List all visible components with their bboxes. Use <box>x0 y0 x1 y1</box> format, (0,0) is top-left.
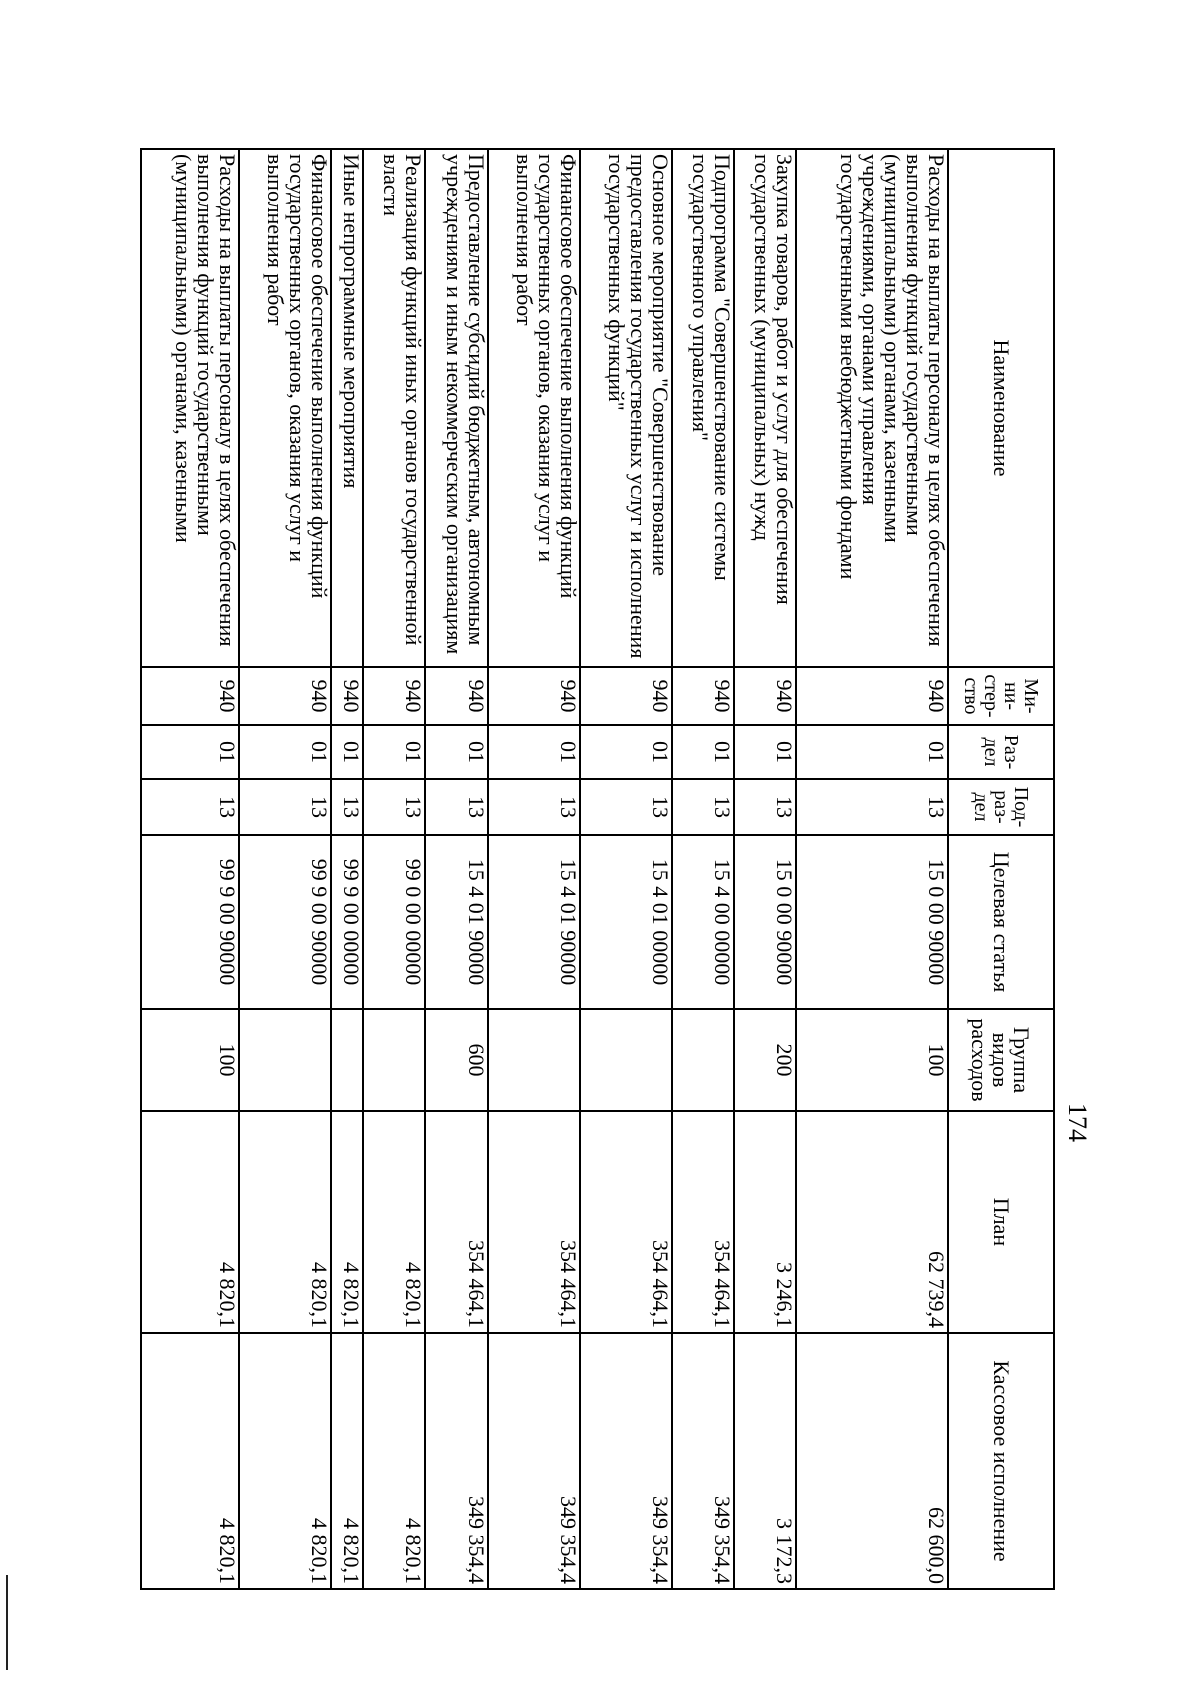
row-group <box>239 1009 331 1111</box>
row-name: Финансовое обеспечение выполнения функций государственных органов, оказания услуг и выполнения работ <box>488 149 580 667</box>
table-row <box>239 149 331 1589</box>
row-ministry: 940 <box>425 667 487 725</box>
header-group: Группа видов расходов <box>948 1009 1054 1111</box>
row-cash: 4 820,1 <box>141 1333 239 1589</box>
row-target: 15 4 01 90000 <box>425 835 487 1009</box>
row-target: 15 0 00 90000 <box>796 835 948 1009</box>
row-subsection: 13 <box>239 779 331 835</box>
header-ministry: Ми-ни-стер-ство <box>948 667 1054 725</box>
row-subsection: 13 <box>672 779 734 835</box>
row-name: Расходы на выплаты персоналу в целях обеспечения выполнения функций государственными (муниципальными) органами, казенными <box>141 149 239 667</box>
table-header-row <box>948 149 1054 1589</box>
row-subsection: 13 <box>734 779 796 835</box>
row-name: Иные непрограммные мероприятия <box>331 149 363 667</box>
table-row <box>796 149 948 1589</box>
row-cash: 349 354,4 <box>425 1333 487 1589</box>
row-section: 01 <box>672 725 734 779</box>
row-section: 01 <box>239 725 331 779</box>
row-ministry: 940 <box>796 667 948 725</box>
row-target: 99 9 00 90000 <box>239 835 331 1009</box>
row-target: 15 4 00 00000 <box>672 835 734 1009</box>
row-cash: 62 600,0 <box>796 1333 948 1589</box>
row-plan: 354 464,1 <box>425 1111 487 1333</box>
row-section: 01 <box>331 725 363 779</box>
row-name: Подпрограмма "Совершенствование системы государственного управления" <box>672 149 734 667</box>
row-group: 600 <box>425 1009 487 1111</box>
row-target: 99 0 00 00000 <box>363 835 425 1009</box>
row-name: Расходы на выплаты персоналу в целях обеспечения выполнения функций государственными (муниципальными) органами, казенными учреждениями, органами управления государственными внебюджетными фондами <box>796 149 948 667</box>
row-name: Предоставление субсидий бюджетным, автономным учреждениям и иным некоммерческим организациям <box>425 149 487 667</box>
row-section: 01 <box>734 725 796 779</box>
row-target: 99 9 00 90000 <box>141 835 239 1009</box>
row-plan: 4 820,1 <box>363 1111 425 1333</box>
row-section: 01 <box>141 725 239 779</box>
table-row <box>141 149 239 1589</box>
header-target: Целевая статья <box>948 835 1054 1009</box>
table-row <box>363 149 425 1589</box>
row-group: 100 <box>796 1009 948 1111</box>
row-target: 15 0 00 90000 <box>734 835 796 1009</box>
row-cash: 4 820,1 <box>239 1333 331 1589</box>
table-row <box>580 149 672 1589</box>
row-subsection: 13 <box>331 779 363 835</box>
row-cash: 3 172,3 <box>734 1333 796 1589</box>
row-ministry: 940 <box>580 667 672 725</box>
row-group: 200 <box>734 1009 796 1111</box>
table-row <box>488 149 580 1589</box>
row-group <box>488 1009 580 1111</box>
header-subsection: Под-раз-дел <box>948 779 1054 835</box>
row-name: Финансовое обеспечение выполнения функций государственных органов, оказания услуг и выполнения работ <box>239 149 331 667</box>
row-section: 01 <box>425 725 487 779</box>
header-name: Наименование <box>948 149 1054 667</box>
row-name: Закупка товаров, работ и услуг для обеспечения государственных (муниципальных) нужд <box>734 149 796 667</box>
row-section: 01 <box>488 725 580 779</box>
row-group <box>363 1009 425 1111</box>
row-cash: 4 820,1 <box>331 1333 363 1589</box>
row-plan: 354 464,1 <box>580 1111 672 1333</box>
table-row <box>734 149 796 1589</box>
row-target: 15 4 01 00000 <box>580 835 672 1009</box>
table-row <box>425 149 487 1589</box>
row-subsection: 13 <box>141 779 239 835</box>
row-group: 100 <box>141 1009 239 1111</box>
row-group <box>672 1009 734 1111</box>
table-row <box>672 149 734 1589</box>
row-cash: 349 354,4 <box>672 1333 734 1589</box>
row-plan: 4 820,1 <box>331 1111 363 1333</box>
row-group <box>331 1009 363 1111</box>
row-plan: 4 820,1 <box>141 1111 239 1333</box>
header-cash: Кассовое исполнение <box>948 1333 1054 1589</box>
row-cash: 4 820,1 <box>363 1333 425 1589</box>
row-subsection: 13 <box>488 779 580 835</box>
header-section: Раз-дел <box>948 725 1054 779</box>
row-ministry: 940 <box>734 667 796 725</box>
row-group <box>580 1009 672 1111</box>
page-number: 174 <box>1063 1103 1092 1142</box>
scan-margin-mark <box>6 1575 8 1670</box>
row-section: 01 <box>796 725 948 779</box>
row-plan: 4 820,1 <box>239 1111 331 1333</box>
budget-table <box>140 148 1055 1590</box>
row-plan: 62 739,4 <box>796 1111 948 1333</box>
row-target: 15 4 01 90000 <box>488 835 580 1009</box>
row-ministry: 940 <box>488 667 580 725</box>
row-cash: 349 354,4 <box>488 1333 580 1589</box>
row-ministry: 940 <box>363 667 425 725</box>
row-plan: 3 246,1 <box>734 1111 796 1333</box>
row-subsection: 13 <box>796 779 948 835</box>
row-name: Основное мероприятие "Совершенствование предоставления государственных услуг и исполнения государственных функций" <box>580 149 672 667</box>
row-subsection: 13 <box>580 779 672 835</box>
row-section: 01 <box>580 725 672 779</box>
row-subsection: 13 <box>363 779 425 835</box>
row-plan: 354 464,1 <box>488 1111 580 1333</box>
table-row <box>331 149 363 1589</box>
header-plan: План <box>948 1111 1054 1333</box>
row-target: 99 9 00 00000 <box>331 835 363 1009</box>
row-ministry: 940 <box>141 667 239 725</box>
row-ministry: 940 <box>331 667 363 725</box>
rotated-budget-table <box>140 148 1055 1588</box>
row-subsection: 13 <box>425 779 487 835</box>
row-section: 01 <box>363 725 425 779</box>
row-ministry: 940 <box>672 667 734 725</box>
row-cash: 349 354,4 <box>580 1333 672 1589</box>
row-plan: 354 464,1 <box>672 1111 734 1333</box>
row-ministry: 940 <box>239 667 331 725</box>
row-name: Реализация функций иных органов государственной власти <box>363 149 425 667</box>
